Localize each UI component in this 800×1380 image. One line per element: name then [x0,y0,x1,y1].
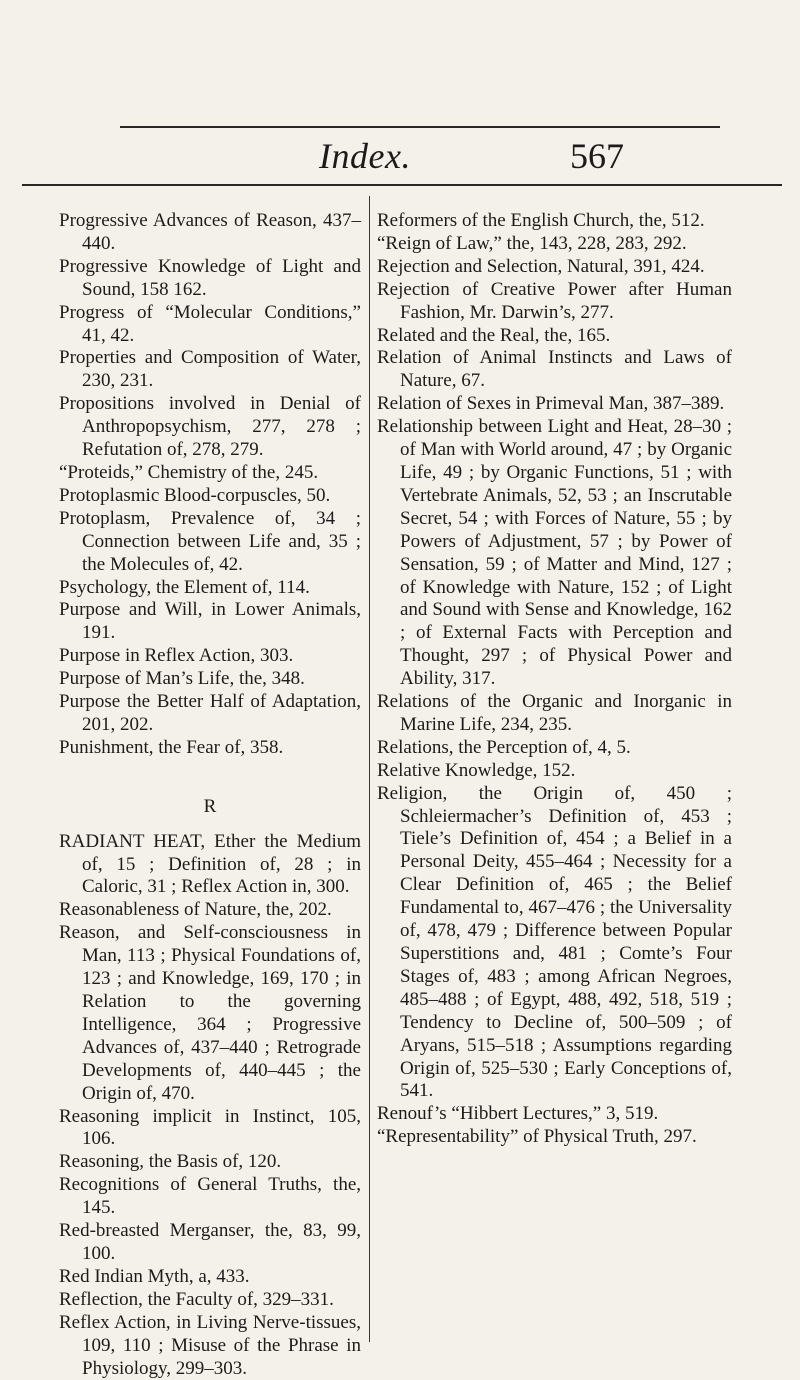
index-entry: Punishment, the Fear of, 358. [59,736,284,758]
index-entry: Rejection and Selection, Natural, 391, 424. [377,255,705,277]
index-entry: Progressive Advances of Reason, 437–440. [59,210,361,254]
index-entry: Reflex Action, in Living Nerve-tissues, 109, 110 ; Misuse of the Phrase in Physiology, 299–303. [59,1311,361,1379]
left-column [59,210,361,1380]
index-entry: Reason, and Self-consciousness in Man, 113 ; Physical Foundations of, 123 ; and Knowledge, 169, 170 ; in Relation to the governing Intelligence, 364 ; Progressive Advances of, 437–440 ; Retrograde Developments of, 440–445 ; the Origin of, 470. [59,922,361,1104]
index-entry: Relative Knowledge, 152. [377,759,576,781]
index-entry: Red Indian Myth, a, 433. [59,1265,250,1287]
column-divider [369,196,370,1342]
top-rule [120,126,720,128]
index-entry: Rejection of Creative Power after Human Fashion, Mr. Darwin’s, 277. [377,278,732,323]
index-entry: Recognitions of General Truths, the, 145. [59,1174,361,1219]
section-letter: R [203,795,217,817]
page-number: 567 [570,136,624,176]
index-entry: Red-breasted Merganser, the, 83, 99, 100. [59,1220,361,1264]
header-rule [22,184,782,186]
index-entry: Psychology, the Element of, 114. [59,576,310,598]
index-entry: Relations of the Organic and Inorganic in Marine Life, 234, 235. [377,691,732,735]
right-column [377,210,732,1149]
index-entry: Religion, the Origin of, 450 ; Schleiermacher’s Definition of, 453 ; Tiele’s Definition of, 454 ; a Belief in a Personal Deity, 455–464 ; Necessity for a Clear Definition of, 465 ; the Belief Fundamental to, 467–476 ; the Universality of, 478, 479 ; Difference between Popular Superstitions and, 481 ; Comte’s Four Stages of, 483 ; among African Negroes, 485–488 ; of Egypt, 488, 492, 518, 519 ; Tendency to Decline of, 500–509 ; of Aryans, 515–518 ; Assumptions regarding Origin of, 525–530 ; Early Conceptions of, 541. [377,782,732,1102]
index-entry: Reasoning implicit in Instinct, 105, 106. [59,1105,361,1150]
index-entry: Purpose and Will, in Lower Animals, 191. [59,599,361,644]
index-entry: Reformers of the English Church, the, 512. [377,210,705,231]
index-entry: “Representability” of Physical Truth, 297. [377,1126,697,1148]
index-entry: “Reign of Law,” the, 143, 228, 283, 292. [377,232,687,254]
page-header [0,130,800,182]
index-entry: Protoplasm, Prevalence of, 34 ; Connection between Life and, 35 ; the Molecules of, 42. [59,507,361,575]
index-entry: Protoplasmic Blood-corpuscles, 50. [59,484,331,506]
index-entry: Reasonableness of Nature, the, 202. [59,899,332,921]
index-entry: Related and the Real, the, 165. [377,324,611,346]
index-entry: Relations, the Perception of, 4, 5. [377,736,631,758]
index-entry: “Proteids,” Chemistry of the, 245. [59,461,319,483]
index-entry: Progress of “Molecular Conditions,” 41, 42. [59,301,361,346]
index-entry: Purpose of Man’s Life, the, 348. [59,668,305,690]
index-entry: Relation of Sexes in Primeval Man, 387–389. [377,393,725,415]
index-entry: Reasoning, the Basis of, 120. [59,1151,282,1173]
index-entry: Reflection, the Faculty of, 329–331. [59,1288,334,1310]
index-entry: Renouf’s “Hibbert Lectures,” 3, 519. [377,1103,659,1125]
index-entry: Purpose the Better Half of Adaptation, 201, 202. [59,691,361,735]
index-entry: Relationship between Light and Heat, 28–30 ; of Man with World around, 47 ; by Organic Life, 49 ; by Organic Functions, 51 ; with Vertebrate Animals, 52, 53 ; an Inscrutable Secret, 54 ; with Forces of Nature, 55 ; by Powers of Adjustment, 57 ; by Power of Sensation, 59 ; of Matter and Mind, 127 ; of Knowledge with Nature, 152 ; of Light and Sound with Sense and Knowledge, 162 ; of External Facts with Perception and Thought, 297 ; of Physical Power and Ability, 317. [377,416,732,690]
index-entry: Propositions involved in Denial of Anthropopsychism, 277, 278 ; Refutation of, 278, 279. [59,393,361,461]
index-entry: RADIANT HEAT, Ether the Medium of, 15 ; Definition of, 28 ; in Caloric, 31 ; Reflex Action in, 300. [59,830,361,898]
index-entry: Properties and Composition of Water, 230, 231. [59,347,361,392]
running-head: Index. [319,136,411,176]
index-entry: Purpose in Reflex Action, 303. [59,645,294,667]
index-entry: Progressive Knowledge of Light and Sound, 158 162. [59,255,361,300]
index-entry: Relation of Animal Instincts and Laws of Nature, 67. [377,347,732,392]
